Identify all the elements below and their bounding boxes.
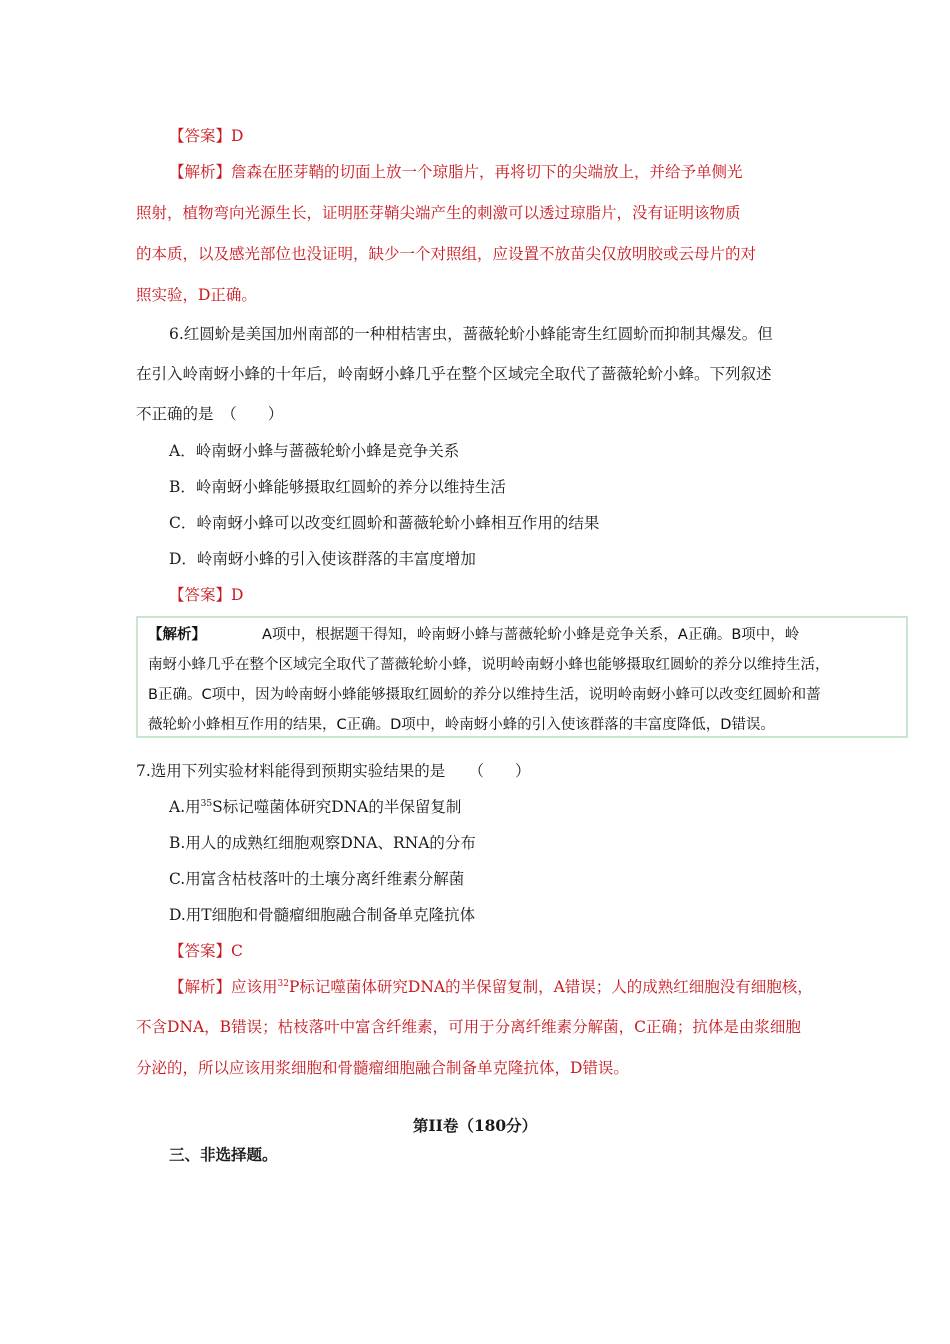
q7-answer-value: C (231, 942, 243, 960)
q5-answer-value: D (231, 127, 244, 145)
q7-option-a: A.用$^{35}$S标记噬菌体研究DNA的半保留复制 (169, 798, 462, 816)
q7-analysis-line-2: 不含DNA，B错误；枯枝落叶中富含纤维素，可用于分离纤维素分解菌，C正确；抗体是由浆细胞 (136, 1018, 801, 1036)
section-heading: 三、非选择题。 (169, 1145, 278, 1164)
q6-analysis-line-2: 南蚜小蜂几乎在整个区域完全取代了蔷薇轮蚧小蜂，说明岭南蚜小蜂也能够摄取红圆蚧的养分以维持生活， (148, 657, 830, 673)
q5-analysis-line-2: 照射，植物弯向光源生长，证明胚芽鞘尖端产生的刺激可以透过琼脂片，没有证明该物质 (136, 204, 741, 222)
q7-answer (169, 940, 243, 962)
q6-option-d: D．岭南蚜小蜂的引入使该群落的丰富度增加 (169, 550, 476, 568)
q5-analysis-line-4: 照实验，D正确。 (136, 286, 257, 304)
q7-option-d: D.用T细胞和骨髓瘤细胞融合制备单克隆抗体 (169, 906, 476, 924)
q6-analysis-tag: 【解析】 (148, 627, 206, 643)
q6-stem-line-2: 在引入岭南蚜小蜂的十年后，岭南蚜小蜂几乎在整个区域完全取代了蔷薇轮蚧小蜂。下列叙述 (136, 365, 772, 383)
q5-analysis-line-3: 的本质，以及感光部位也没证明，缺少一个对照组，应设置不放苗尖仅放明胶或云母片的对 (136, 245, 757, 263)
q6-answer-value: D (231, 586, 244, 604)
section-title: 第II卷（180分） (412, 1116, 538, 1135)
q7-option-c: C.用富含枯枝落叶的土壤分离纤维素分解菌 (169, 870, 465, 888)
q7-option-b: B.用人的成熟红细胞观察DNA、RNA的分布 (169, 834, 476, 852)
q7-analysis-tag: 【解析】 (169, 978, 232, 996)
q5-answer-tag: 【答案】 (169, 127, 232, 145)
q6-analysis-line-3: B正确。C项中，因为岭南蚜小蜂能够摄取红圆蚧的养分以维持生活，说明岭南蚜小蜂可以改变红圆蚧和蔷 (148, 687, 821, 703)
q6-answer (169, 584, 243, 606)
q7-stem: 7.选用下列实验材料能得到预期实验结果的是 （ ） (136, 762, 531, 780)
q6-analysis-line-4: 薇轮蚧小蜂相互作用的结果，C正确。D项中，岭南蚜小蜂的引入使该群落的丰富度降低，D错误。 (148, 717, 775, 733)
q6-analysis-line-1: 【解析】 A项中，根据题干得知，岭南蚜小蜂与蔷薇轮蚧小蜂是竞争关系，A正确。B项中，岭 (148, 627, 800, 643)
q6-option-a: A．岭南蚜小蜂与蔷薇轮蚧小蜂是竞争关系 (169, 442, 460, 460)
q5-analysis-tag: 【解析】 (169, 163, 232, 181)
q5-analysis-line-1: 【解析】詹森在胚芽鞘的切面上放一个琼脂片，再将切下的尖端放上，并给予单侧光 (169, 163, 743, 181)
q6-stem-line-1: 6.红圆蚧是美国加州南部的一种柑桔害虫，蔷薇轮蚧小蜂能寄生红圆蚧而抑制其爆发。但 (169, 325, 773, 343)
q7-analysis-line-1: 【解析】应该用$^{32}$P标记噬菌体研究DNA的半保留复制，A错误；人的成熟红细胞没有细胞核， (169, 978, 813, 996)
q7-analysis-line-3: 分泌的，所以应该用浆细胞和骨髓瘤细胞融合制备单克隆抗体，D错误。 (136, 1059, 629, 1077)
q7-answer-tag: 【答案】 (169, 942, 232, 960)
q6-analysis-box (136, 616, 908, 738)
q6-stem-line-3: 不正确的是 （ ） (136, 405, 284, 423)
q6-option-b: B．岭南蚜小蜂能够摄取红圆蚧的养分以维持生活 (169, 478, 506, 496)
q6-answer-tag: 【答案】 (169, 586, 232, 604)
q6-option-c: C．岭南蚜小蜂可以改变红圆蚧和蔷薇轮蚧小蜂相互作用的结果 (169, 514, 600, 532)
q5-answer (169, 125, 243, 147)
